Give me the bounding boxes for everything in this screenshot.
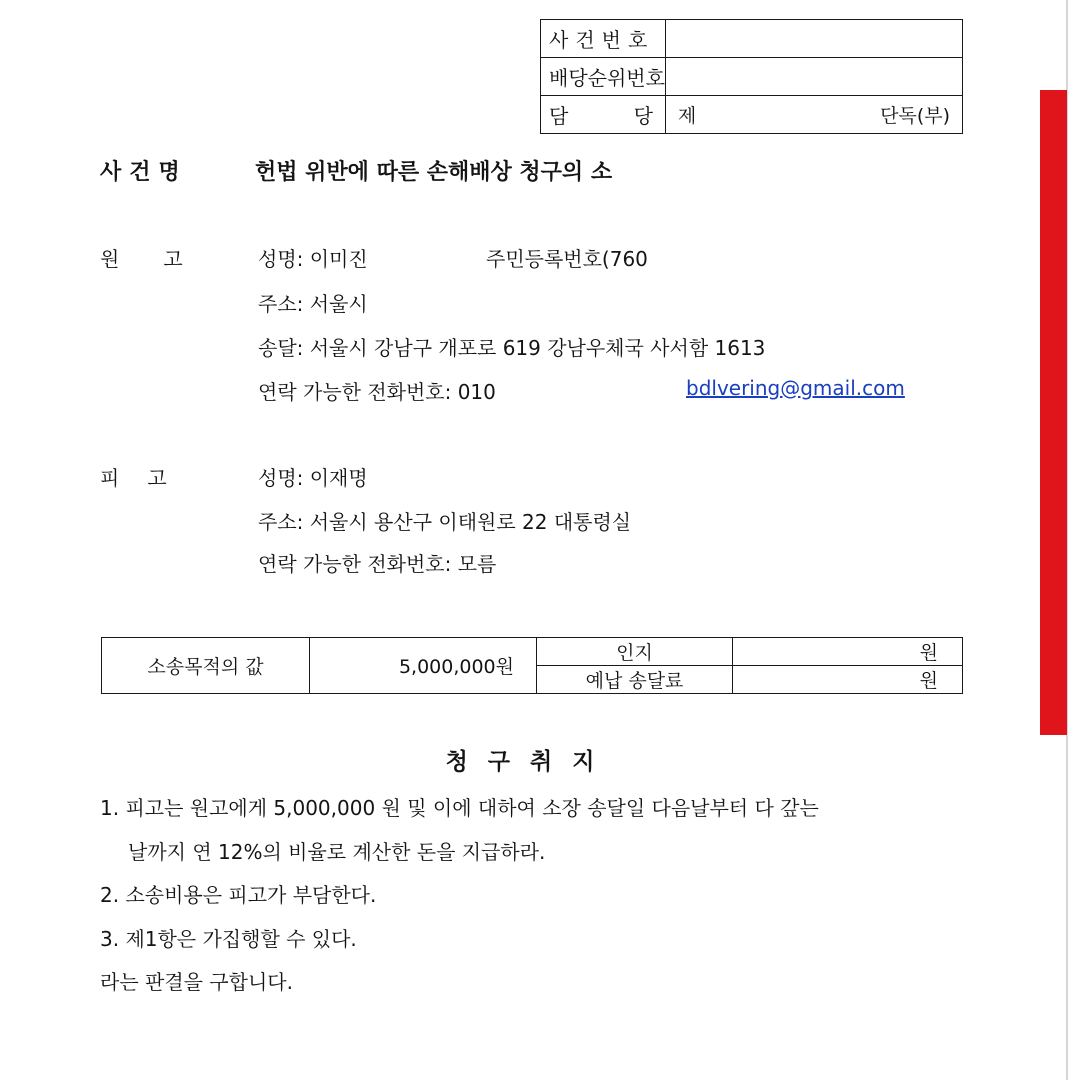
case-title-label: 사건명 (100, 160, 188, 185)
stamp-fee-unit: 원 (733, 638, 963, 666)
dividend-order-label: 배당순위번호 (541, 58, 666, 96)
case-number-label: 사건번호 (549, 28, 655, 52)
defendant-label: 피 고 (100, 466, 167, 490)
red-side-bar (1040, 90, 1067, 735)
litigation-value-table (101, 637, 963, 694)
defendant-phone: 연락 가능한 전화번호: 모름 (258, 552, 497, 576)
delivery-fee-label: 예납 송달료 (537, 666, 733, 694)
litigation-value-amount: 5,000,000원 (310, 638, 537, 694)
defendant-address: 주소: 서울시 용산구 이태원로 22 대통령실 (258, 510, 632, 534)
plaintiff-delivery-address: 송달: 서울시 강남구 개포로 619 강남우체국 사서함 1613 (258, 336, 766, 360)
plaintiff-resident-number: 주민등록번호(760 (486, 247, 648, 271)
plaintiff-address: 주소: 서울시 (258, 292, 368, 316)
plaintiff-email-link[interactable]: bdlvering@gmail.com (686, 376, 905, 400)
defendant-name: 성명: 이재명 (258, 466, 368, 490)
plaintiff-label: 원 고 (100, 247, 183, 271)
claims-closing: 라는 판결을 구합니다. (100, 970, 293, 994)
claim-item-3: 3. 제1항은 가집행할 수 있다. (100, 927, 357, 951)
claim-item-1-continuation: 날까지 연 12%의 비율로 계산한 돈을 지급하라. (128, 840, 546, 864)
stamp-fee-label: 인지 (537, 638, 733, 666)
dividend-order-value (665, 58, 962, 96)
case-info-table (540, 19, 963, 134)
plaintiff-name: 성명: 이미진 (258, 247, 368, 271)
delivery-fee-unit: 원 (733, 666, 963, 694)
case-title-value: 헌법 위반에 따른 손해배상 청구의 소 (255, 160, 613, 185)
assignment-label: 담 당 (549, 104, 653, 128)
plaintiff-phone: 연락 가능한 전화번호: 010 (258, 380, 496, 404)
claims-heading: 청구취지 (445, 749, 615, 775)
case-number-value (665, 20, 962, 58)
litigation-value-label: 소송목적의 값 (102, 638, 310, 694)
claim-item-1: 1. 피고는 원고에게 5,000,000 원 및 이에 대하여 소장 송달일 다음날부터 다 갚는 (100, 796, 819, 820)
assignment-value: 제 단독(부) (677, 105, 950, 127)
claim-item-2: 2. 소송비용은 피고가 부담한다. (100, 883, 377, 907)
